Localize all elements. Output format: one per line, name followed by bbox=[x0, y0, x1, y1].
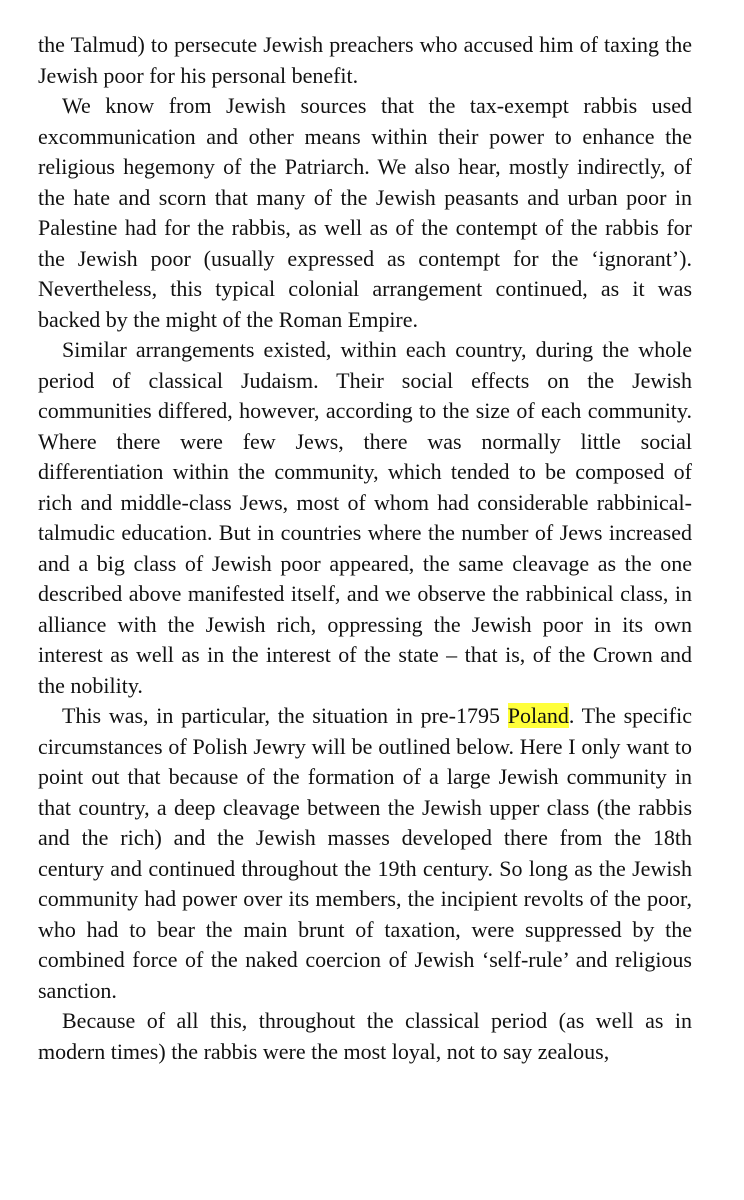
paragraph-rabbis-loyal: Because of all this, throughout the classical period (as well as in modern times) the rabbis were the most loyal, not to say zealous, bbox=[38, 1008, 692, 1064]
paragraph-talmud-continuation: the Talmud) to persecute Jewish preachers who accused him of taxing the Jewish poor for his personal benefit. bbox=[38, 32, 692, 88]
paragraph-tax-exempt-rabbis: We know from Jewish sources that the tax-exempt rabbis used excommunication and other means within their power to enhance the religious hegemony of the Patriarch. We also hear, mostly indirectly, of the hate and scorn that many of the Jewish peasants and urban poor in Palestine had for the rabbis, as well as of the contempt of the rabbis for the Jewish poor (usually expressed as contempt for the ‘ignorant’). Nevertheless, this typical colonial arrangement continued, as it was backed by the might of the Roman Empire. bbox=[38, 93, 692, 332]
poland-paragraph-rest: . The specific circumstances of Polish Jewry will be outlined below. Here I only want to point out that because of the formation of a large Jewish community in that country, a deep cleavage between the Jewish upper class (the rabbis and the rich) and the Jewish masses developed there from the 18th century and continued throughout the 19th century. So long as the Jewish community had power over its members, the incipient revolts of the poor, who had to bear the main brunt of taxation, were suppressed by the combined force of the naked coercion of Jewish ‘self-rule’ and religious sanction. bbox=[38, 703, 692, 1003]
poland-paragraph-lead: This was, in particular, the situation in pre-1795 bbox=[62, 703, 508, 728]
document-page bbox=[38, 30, 692, 1067]
paragraph-poland-situation bbox=[38, 701, 692, 1006]
paragraph-similar-arrangements: Similar arrangements existed, within each country, during the whole period of classical Judaism. Their social effects on the Jewish communities differed, however, according to the size of each community. Where there were few Jews, there was normally little social differentiation within the community, which tended to be composed of rich and middle-class Jews, most of whom had considerable rabbinical-talmudic education. But in countries where the number of Jews increased and a big class of Jewish poor appeared, the same cleavage as the one described above manifested itself, and we observe the rabbinical class, in alliance with the Jewish rich, oppressing the Jewish poor in its own interest as well as in the interest of the state – that is, of the Crown and the nobility. bbox=[38, 337, 692, 698]
highlighted-word-poland[interactable]: Poland bbox=[507, 703, 569, 728]
